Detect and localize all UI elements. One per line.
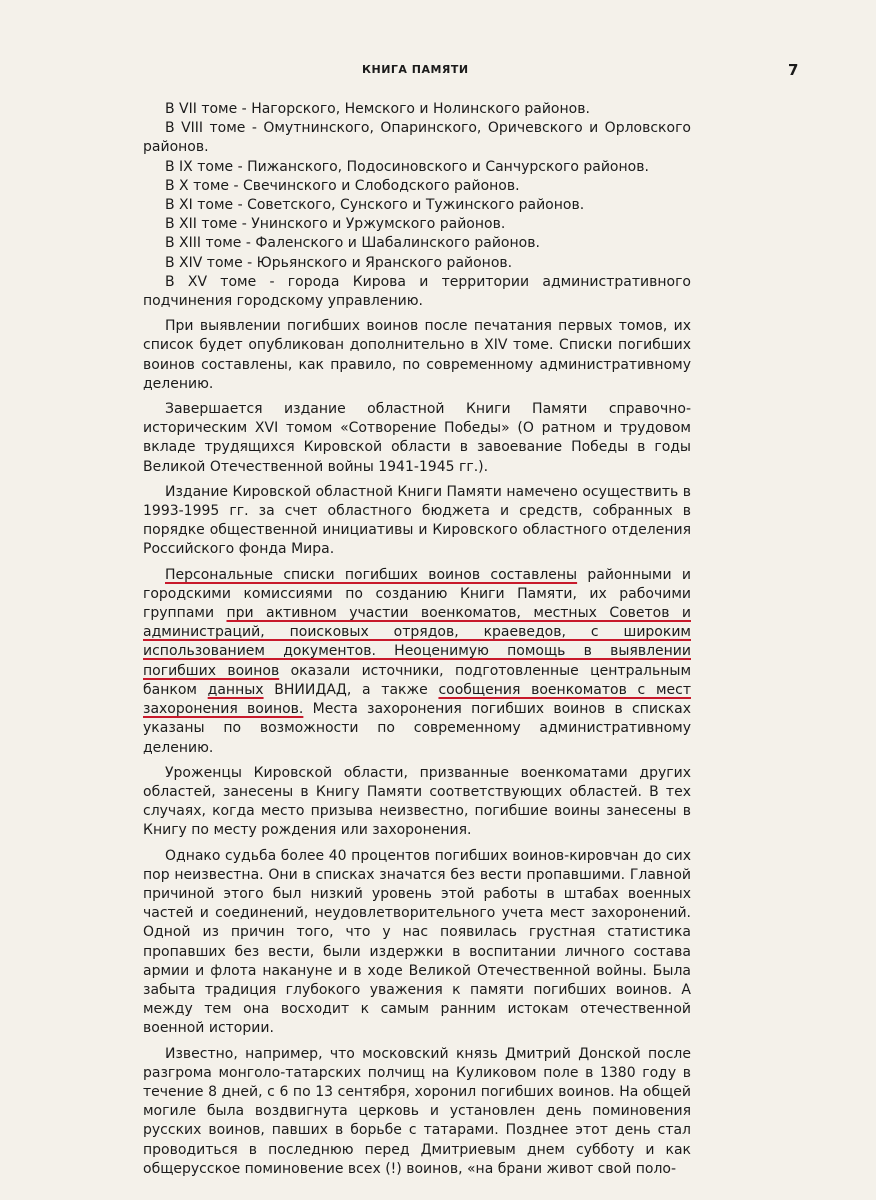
underlined-text: данных xyxy=(207,681,264,698)
body-text xyxy=(143,100,691,1183)
paragraph: Издание Кировской областной Книги Памяти намечено осуществить в 1993-1995 гг. за счет областного бюджета и средств, собранных в порядке общественной инициативы и Кировского областного отделения Российского фонда Мира. xyxy=(143,483,691,558)
plain-text: ВНИИДАД, а также xyxy=(263,681,439,698)
volume-line: В XV томе - города Кирова и территории административного подчинения городскому управлению. xyxy=(143,273,691,310)
volume-line: В XIV томе - Юрьянского и Яранского районов. xyxy=(165,254,513,271)
page-number: 7 xyxy=(788,61,799,79)
paragraph-underlined xyxy=(143,566,691,758)
underlined-text: сообщения военкоматов с мест захоронения воинов. xyxy=(143,681,691,718)
volume-line: В VII томе - Нагорского, Немского и Нолинского районов. xyxy=(165,101,590,117)
plain-text: Места захоронения погибших воинов в списках указаны по возможности по современному административному делению. xyxy=(143,701,691,756)
paragraph: Известно, например, что московский князь Дмитрий Донской после разгрома монголо-татарских полчищ на Куликовом поле в 1380 году в течение 8 дней, с 6 по 13 сентября, хоронил погибших воинов. На общей могиле была воздвигнута церковь и установлен день поминовения русских воинов, павших в борьбе с татарами. Позднее этот день стал проводиться в последнюю перед Дмитриевым днем субботу и как общерусское поминовение всех (!) воинов, «на брани живот свой поло- xyxy=(143,1045,691,1177)
paragraph: Однако судьба более 40 процентов погибших воинов-кировчан до сих пор неизвестна. Они в списках значатся без вести пропавшими. Главной причиной этого был низкий уровень этой работы в штабах военных частей и соединений, неудовлетворительного учета мест захоронений. Одной из причин того, что у нас появилась грустная статистика пропавших без вести, были издержки в воспитании личного состава армии и флота накануне и в ходе Великой Отечественной войны. Была забыта традиция глубокого уважения к памяти погибших воинов. А между тем она восходит к самым ранним истокам отечественной военной истории. xyxy=(143,847,691,1037)
paragraph: Уроженцы Кировской области, призванные военкоматами других областей, занесены в Книгу Памяти соответствующих областей. В тех случаях, когда место призыва неизвестно, погибшие воины занесены в Книгу по месту рождения или захоронения. xyxy=(143,764,691,839)
volume-line: В XII томе - Унинского и Уржумского районов. xyxy=(165,216,506,233)
page-header xyxy=(0,63,876,81)
underlined-text: Персональные списки погибших воинов составлены xyxy=(165,566,578,583)
underlined-text: при активном участии военкоматов, местных Советов и администраций, поисковых отрядов, краеведов, с широким использованием документов. Неоценимую помощь в выявлении погибших воинов xyxy=(143,605,691,679)
volume-line: В X томе - Свечинского и Слободского районов. xyxy=(165,177,520,194)
volume-line: В VIII томе - Омутнинского, Опаринского, Оричевского и Орловского районов. xyxy=(143,120,691,156)
volume-line: В XI томе - Советского, Сунского и Тужинского районов. xyxy=(165,197,585,214)
paragraph: При выявлении погибших воинов после печатания первых томов, их список будет опубликован дополнительно в XIV томе. Списки погибших воинов составлены, как правило, по современному административному делению. xyxy=(143,318,691,392)
plain-text: районными и городскими комиссиями по созданию Книги Памяти, их рабочими группами xyxy=(143,566,691,622)
plain-text: оказали источники, подготовленные центральным банком xyxy=(143,662,691,698)
volume-line: В XIII томе - Фаленского и Шабалинского районов. xyxy=(165,235,540,252)
paragraph: Завершается издание областной Книги Памяти справочно-историческим XVI томом «Сотворение Победы» (О ратном и трудовом вкладе трудящихся Кировской области в завоевание Победы в годы Великой Отечественной войны 1941-1945 гг.). xyxy=(143,401,691,475)
running-title: КНИГА ПАМЯТИ xyxy=(362,63,469,76)
volume-line: В IX томе - Пижанского, Подосиновского и Санчурского районов. xyxy=(165,158,649,175)
